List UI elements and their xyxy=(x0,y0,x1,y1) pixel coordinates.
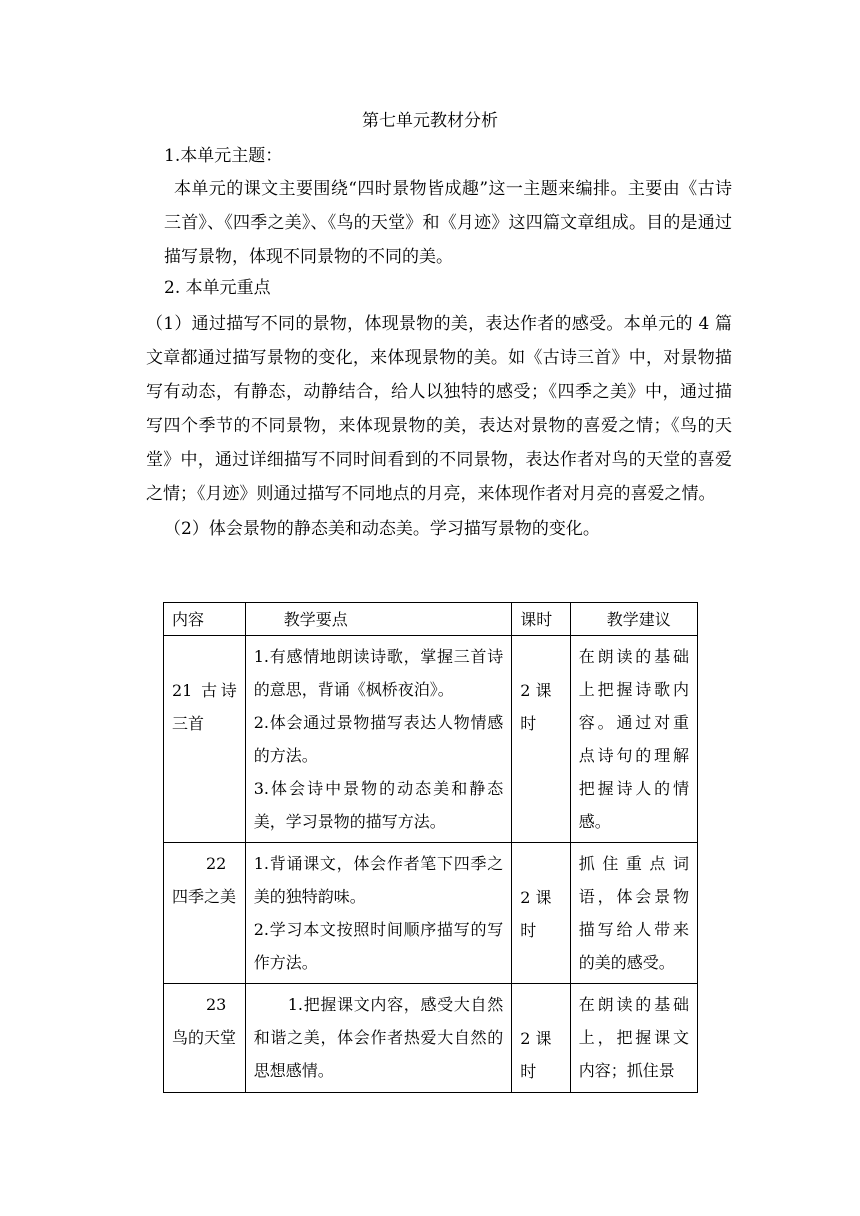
point-item: 2.体会通过景物描写表达人物情感的方法。 xyxy=(253,713,504,765)
point-item: 2.学习本文按照时间顺序描写的写作方法。 xyxy=(253,920,504,972)
section-heading-focus: 2. 本单元重点 xyxy=(164,278,271,298)
theme-paragraph: 本单元的课文主要围绕“四时景物皆成趣”这一主题来编排。主要由《古诗三首》、《四季之美》、《鸟的天堂》和《月迹》这四篇文章组成。目的是通过描写景物，体现不同景物的不同的美。 xyxy=(164,179,732,267)
row-content xyxy=(164,843,246,984)
section-heading-theme: 1.本单元主题： xyxy=(164,146,283,166)
row-points xyxy=(245,984,511,1093)
row-content xyxy=(164,984,246,1093)
header-points: 教学要点 xyxy=(245,603,511,636)
table-row xyxy=(164,636,698,843)
header-hours: 课时 xyxy=(512,603,571,636)
row-hours: 2 课时 xyxy=(512,636,571,843)
row-hours: 2 课时 xyxy=(512,843,571,984)
row-points xyxy=(245,843,511,984)
lesson-name-unbound: 四季之美 xyxy=(172,887,237,906)
table-row xyxy=(164,984,698,1093)
row-advice: 抓住重点词语，体会景物描写给人带来的美的感受。 xyxy=(570,843,697,984)
lesson-name-unbound: 鸟的天堂 xyxy=(172,1028,237,1047)
lesson-table xyxy=(163,602,698,1093)
focus-point-1: （1）通过描写不同的景物，体现景物的美，表达作者的感受。本单元的 4 篇文章都通过描写景物的变化，来体现景物的美。如《古诗三首》中，对景物描写有动态，有静态，动静结合，给人以独特的感受；《四季之美》中，通过描写四个季节的不同景物，来体现景物的美，表达对景物的喜爱之情；《鸟的天堂》中，通过详细描写不同时间看到的不同景物，表达作者对鸟的天堂的喜爱之情；《月迹》则通过描写不同地点的月亮，来体现作者对月亮的喜爱之情。 xyxy=(146,314,732,504)
table-header-row xyxy=(164,603,698,636)
row-advice: 在朗读的基础上，把握课文内容；抓住景 xyxy=(570,984,697,1093)
document-title: 第七单元教材分析 xyxy=(362,111,498,131)
focus-point-2: （2）体会景物的静态美和动态美。学习描写景物的变化。 xyxy=(164,519,600,539)
lesson-number: 22 xyxy=(206,854,227,873)
row-points xyxy=(245,636,511,843)
lesson-number: 23 xyxy=(206,995,227,1014)
row-content: 21 古诗三首 xyxy=(164,636,246,843)
point-item: 1.把握课文内容，感受大自然和谐之美，体会作者热爱大自然的思想感情。 xyxy=(253,995,504,1080)
point-item: 3.体会诗中景物的动态美和静态美，学习景物的描写方法。 xyxy=(253,779,504,831)
row-advice: 在朗读的基础上把握诗歌内容。通过对重点诗句的理解把握诗人的情感。 xyxy=(570,636,697,843)
table-row xyxy=(164,843,698,984)
point-item: 1.有感情地朗读诗歌，掌握三首诗的意思，背诵《枫桥夜泊》。 xyxy=(253,647,504,699)
row-hours: 2 课时 xyxy=(512,984,571,1093)
point-item: 1.背诵课文，体会作者笔下四季之美的独特韵味。 xyxy=(253,854,504,906)
header-advice: 教学建议 xyxy=(570,603,697,636)
header-content: 内容 xyxy=(164,603,246,636)
